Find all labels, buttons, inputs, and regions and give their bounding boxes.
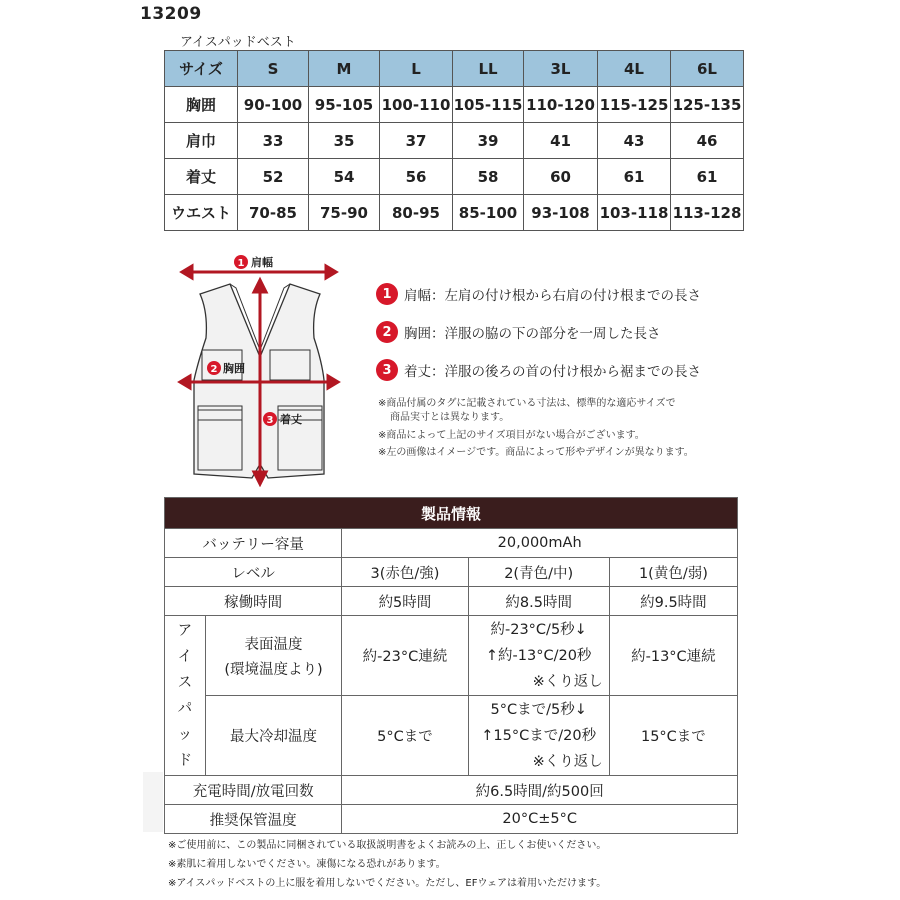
size-cell: 39: [453, 123, 524, 159]
runtime-row: [165, 587, 738, 616]
size-cell: 61: [671, 159, 744, 195]
size-row-waist: [165, 195, 744, 231]
surface-temp-row: [165, 616, 738, 696]
num1-label: 1: [237, 258, 245, 269]
max-cool-v2b: ↑15°Cまで/20秒: [481, 727, 597, 744]
bottom-note: ※素肌に着用しないでください。凍傷になる恐れがあります。: [168, 859, 446, 870]
size-cell: 125-135: [671, 87, 744, 123]
size-header-cell: 6L: [671, 51, 744, 87]
surface-temp-v1: 約-23°C連続: [342, 616, 468, 696]
size-header-cell: L: [380, 51, 453, 87]
size-cell: 43: [598, 123, 671, 159]
bottom-note: ※アイスパッドベストの上に服を着用しないでください。ただし、EFウェアは着用いただけます。: [168, 878, 607, 889]
max-cool-v2c: ※くり返し: [532, 753, 603, 770]
size-header-cell: 3L: [524, 51, 598, 87]
level-label: レベル: [165, 558, 342, 587]
product-info-table: [164, 497, 738, 834]
charge-value: 約6.5時間/約500回: [342, 776, 738, 805]
size-cell: 93-108: [524, 195, 598, 231]
size-table: [164, 50, 744, 231]
note-line: 商品実寸とは異なります。: [390, 412, 510, 423]
label-chest: 胸囲: [223, 362, 245, 375]
icepad-char: ア: [177, 623, 193, 639]
storage-row: [165, 805, 738, 834]
bottom-note: ※ご使用前に、この製品に同梱されている取扱説明書をよくお読みの上、正しくお使いください。: [168, 840, 607, 851]
max-cool-label: 最大冷却温度: [205, 696, 342, 776]
surface-temp-v2a: 約-23°C/5秒↓: [490, 621, 587, 638]
charge-label: 充電時間/放電回数: [165, 776, 342, 805]
size-cell: 95-105: [309, 87, 380, 123]
size-cell: 70-85: [238, 195, 309, 231]
legend-num: 3: [376, 359, 398, 381]
product-code: 13209: [140, 4, 202, 24]
info-title-row: [165, 498, 738, 529]
icepad-label: [165, 616, 206, 776]
info-title: 製品情報: [165, 498, 738, 529]
level-value: 3(赤色/強): [342, 558, 468, 587]
size-cell: 60: [524, 159, 598, 195]
label-length: 着丈: [280, 413, 302, 426]
size-row-shoulder: [165, 123, 744, 159]
battery-label: バッテリー容量: [165, 529, 342, 558]
legend-item-length: [376, 359, 701, 381]
icepad-char: パ: [177, 701, 193, 717]
size-cell: 115-125: [598, 87, 671, 123]
size-cell: 105-115: [453, 87, 524, 123]
size-cell: 56: [380, 159, 453, 195]
legend-num: 1: [376, 283, 398, 305]
size-cell: 85-100: [453, 195, 524, 231]
surface-temp-label-1: 表面温度: [244, 636, 303, 653]
level-value: 2(青色/中): [468, 558, 609, 587]
size-row-label: 胸囲: [165, 87, 238, 123]
icepad-char: ド: [177, 753, 193, 769]
level-row: [165, 558, 738, 587]
legend-item-shoulder: [376, 283, 701, 305]
size-row-label: 肩巾: [165, 123, 238, 159]
vest-diagram: [172, 252, 347, 487]
icepad-char: イ: [177, 649, 193, 665]
size-cell: 54: [309, 159, 380, 195]
note-line: ※商品によって上記のサイズ項目がない場合がございます。: [378, 430, 645, 441]
runtime-label: 稼働時間: [165, 587, 342, 616]
runtime-value: 約9.5時間: [609, 587, 737, 616]
surface-temp-label-2: (環境温度より): [224, 661, 323, 678]
size-header-cell: 4L: [598, 51, 671, 87]
surface-temp-label: [205, 616, 342, 696]
max-cool-v2: [468, 696, 609, 776]
size-cell: 41: [524, 123, 598, 159]
storage-label: 推奨保管温度: [165, 805, 342, 834]
battery-value: 20,000mAh: [342, 529, 738, 558]
size-cell: 37: [380, 123, 453, 159]
label-shoulder: 肩幅: [251, 256, 273, 269]
size-cell: 52: [238, 159, 309, 195]
size-cell: 80-95: [380, 195, 453, 231]
max-cool-v3: 15°Cまで: [609, 696, 737, 776]
surface-temp-v2b: ↑約-13°C/20秒: [485, 647, 592, 664]
battery-row: [165, 529, 738, 558]
size-cell: 46: [671, 123, 744, 159]
note-line: ※商品付属のタグに記載されている寸法は、標準的な適応サイズで: [378, 398, 676, 409]
legend-text: 胸囲：洋服の脇の下の部分を一周した長さ: [404, 326, 661, 342]
surface-temp-v3: 約-13°C連続: [609, 616, 737, 696]
legend-num: 2: [376, 321, 398, 343]
size-cell: 110-120: [524, 87, 598, 123]
note-line: ※左の画像はイメージです。商品によって形やデザインが異なります。: [378, 447, 694, 458]
max-cool-row: [165, 696, 738, 776]
charge-row: [165, 776, 738, 805]
size-cell: 75-90: [309, 195, 380, 231]
size-cell: 90-100: [238, 87, 309, 123]
max-cool-v2a: 5°Cまで/5秒↓: [490, 701, 587, 718]
legend-text: 肩幅：左肩の付け根から右肩の付け根までの長さ: [404, 288, 701, 304]
max-cool-v1: 5°Cまで: [342, 696, 468, 776]
product-name: アイスパッドベスト: [180, 35, 296, 50]
size-cell: 103-118: [598, 195, 671, 231]
surface-temp-v2: [468, 616, 609, 696]
size-header-row: [165, 51, 744, 87]
size-cell: 113-128: [671, 195, 744, 231]
runtime-value: 約5時間: [342, 587, 468, 616]
size-cell: 33: [238, 123, 309, 159]
surface-temp-v2c: ※くり返し: [532, 673, 603, 690]
size-cell: 58: [453, 159, 524, 195]
num2-label: 2: [210, 364, 218, 375]
size-row-label: 着丈: [165, 159, 238, 195]
runtime-value: 約8.5時間: [468, 587, 609, 616]
legend-text: 着丈：洋服の後ろの首の付け根から裾までの長さ: [404, 364, 701, 380]
size-header-cell: M: [309, 51, 380, 87]
background-shade: [143, 772, 163, 832]
size-header-cell: S: [238, 51, 309, 87]
icepad-char: ッ: [177, 727, 193, 743]
size-cell: 61: [598, 159, 671, 195]
size-cell: 100-110: [380, 87, 453, 123]
size-row-chest: [165, 87, 744, 123]
storage-value: 20°C±5°C: [342, 805, 738, 834]
num3-label: 3: [266, 415, 274, 426]
size-row-label: ウエスト: [165, 195, 238, 231]
level-value: 1(黄色/弱): [609, 558, 737, 587]
size-cell: 35: [309, 123, 380, 159]
size-header-cell: LL: [453, 51, 524, 87]
icepad-char: ス: [177, 675, 193, 691]
legend-item-chest: [376, 321, 661, 343]
size-header-cell: サイズ: [165, 51, 238, 87]
size-row-length: [165, 159, 744, 195]
